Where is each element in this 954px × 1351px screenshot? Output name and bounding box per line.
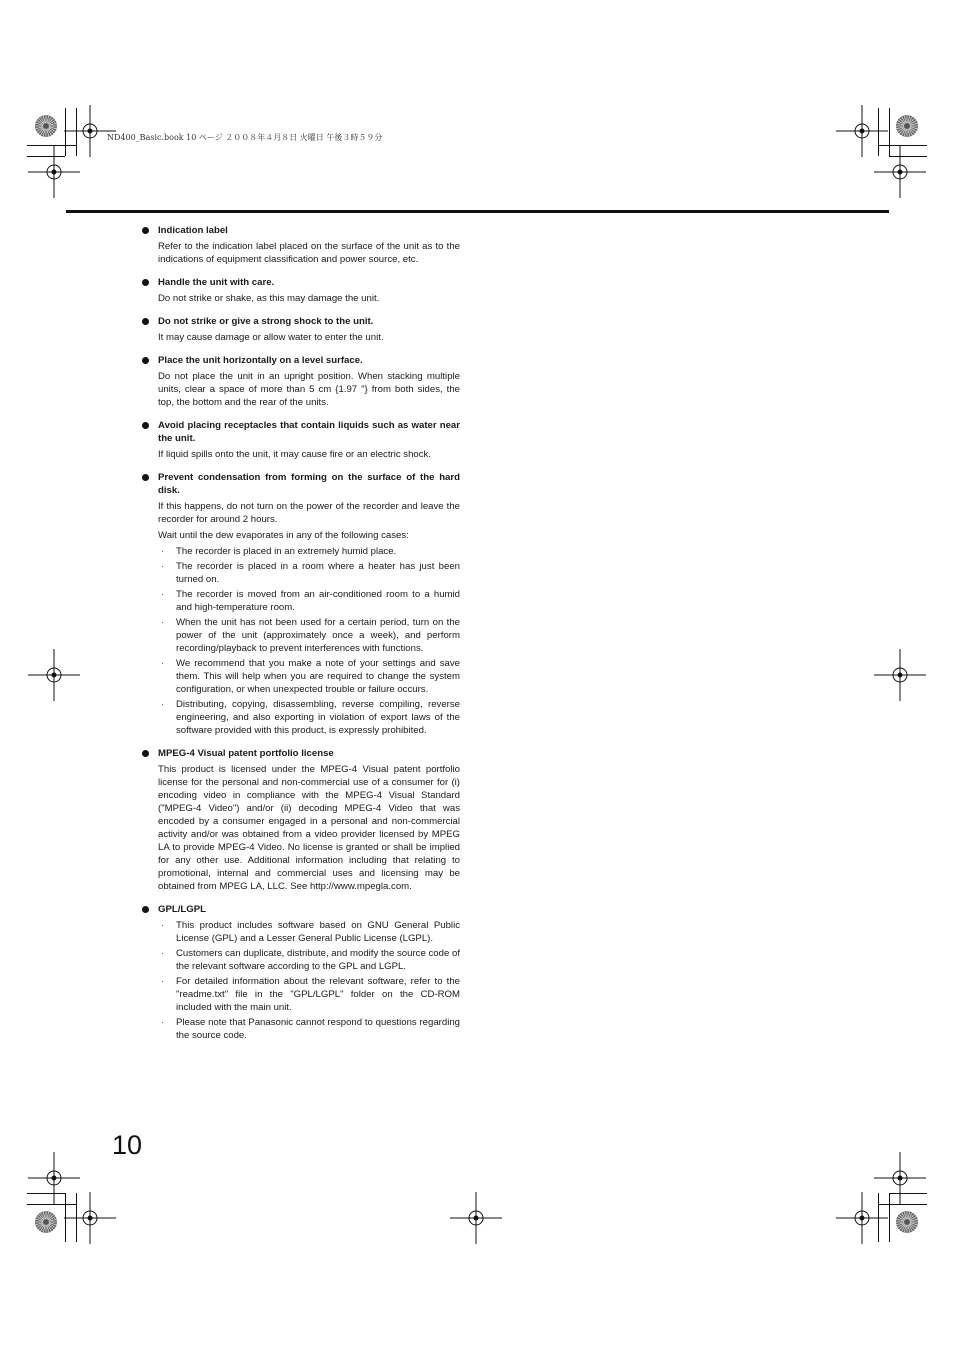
dot-icon: · (161, 561, 164, 571)
crop-mark-line (878, 1204, 927, 1205)
section-gpl-lgpl (142, 903, 460, 1042)
crop-mark-line (65, 1193, 66, 1242)
list-item (158, 560, 460, 586)
section-title: Avoid placing receptacles that contain liquids such as water near the unit. (158, 420, 460, 444)
crop-mark-line (889, 156, 927, 157)
section-text: It may cause damage or allow water to enter the unit. (158, 332, 384, 343)
bullet-icon (142, 357, 149, 364)
section-text: Do not place the unit in an upright position. When stacking multiple units, clear a space of more than 5 cm {1.97 "} from both sides, the top, the bottom and the rear of the units. (158, 371, 460, 408)
list-item-text: This product includes software based on GNU General Public License (GPL) and a Lesser General Public License (LGPL). (176, 920, 460, 944)
list-item-text: Customers can duplicate, distribute, and modify the source code of the relevant software according to the GPL and LGPL. (176, 948, 460, 972)
registration-crosshair-icon (64, 1192, 116, 1244)
condensation-cases-list (158, 545, 460, 737)
crop-mark-line (65, 108, 66, 156)
section-title: Do not strike or give a strong shock to the unit. (158, 316, 374, 327)
crop-mark-line (27, 1193, 65, 1194)
list-item (158, 616, 460, 655)
crop-mark-line (27, 1204, 76, 1205)
section-title: MPEG-4 Visual patent portfolio license (158, 748, 334, 759)
gpl-notes-list (158, 919, 460, 1042)
crop-mark-line (889, 1193, 890, 1242)
registration-crosshair-icon (836, 1192, 888, 1244)
registration-crosshair-icon (28, 146, 80, 198)
list-item-text: Please note that Panasonic cannot respond to questions regarding the source code. (176, 1017, 460, 1041)
registration-starburst-icon (34, 114, 58, 138)
section-level-surface (142, 354, 460, 409)
dot-icon: · (161, 617, 164, 627)
list-item (158, 947, 460, 973)
bullet-icon (142, 318, 149, 325)
registration-crosshair-icon (450, 1192, 502, 1244)
dot-icon: · (161, 948, 164, 958)
crop-mark-line (878, 1193, 879, 1242)
list-item-text: For detailed information about the relevant software, refer to the "readme.txt" file in the "GPL/LGPL" folder on the CD-ROM included with the main unit. (176, 976, 460, 1013)
section-title: Handle the unit with care. (158, 277, 275, 288)
section-text: Refer to the indication label placed on the surface of the unit as to the indications of equipment classification and power source, etc. (158, 241, 460, 265)
section-text: This product is licensed under the MPEG-4 Visual patent portfolio license for the personal and non-commercial use of a consumer for (i) encoding video in compliance with the MPEG-4 Visual Standard ("MPEG-4 Video") and/or (ii) decoding MPEG-4 Video that was encoded by a consumer engaged in a personal and non-commercial activity and/or was obtained from a video provider licensed by MPEG LA to provide MPEG-4 Video. No license is granted or shall be implied for any other use. Additional information including that relating to promotional, internal and commercial uses and licensing may be obtained from MPEG LA, LLC. See http://www.mpegla.com. (158, 764, 460, 892)
section-text: Do not strike or shake, as this may damage the unit. (158, 293, 380, 304)
dot-icon: · (161, 976, 164, 986)
bullet-icon (142, 279, 149, 286)
bullet-icon (142, 750, 149, 757)
crop-mark-line (27, 156, 65, 157)
crop-mark-line (878, 145, 927, 146)
list-item-text: The recorder is moved from an air-conditioned room to a humid and high-temperature room. (176, 589, 460, 613)
list-item (158, 545, 460, 558)
list-item (158, 975, 460, 1014)
crop-mark-line (27, 145, 76, 146)
dot-icon: · (161, 589, 164, 599)
registration-crosshair-icon (28, 649, 80, 701)
bullet-icon (142, 422, 149, 429)
bullet-icon (142, 906, 149, 913)
dot-icon: · (161, 920, 164, 930)
section-no-strong-shock (142, 315, 460, 344)
section-liquids (142, 419, 460, 461)
section-text: Wait until the dew evaporates in any of the following cases: (158, 530, 409, 541)
print-info-header: ND400_Basic.book 10 ページ ２００８年４月８日 火曜日 午後３時５９分 (107, 133, 383, 142)
dot-icon: · (161, 699, 164, 709)
registration-starburst-icon (895, 114, 919, 138)
section-title: GPL/LGPL (158, 904, 206, 915)
section-text: If this happens, do not turn on the power of the recorder and leave the recorder for around 2 hours. (158, 501, 460, 525)
registration-starburst-icon (34, 1210, 58, 1234)
notes-content (142, 224, 460, 1052)
list-item-text: When the unit has not been used for a certain period, turn on the power of the unit (approximately once a week), and perform recording/playback to prevent interferences with functions. (176, 617, 460, 654)
section-condensation (142, 471, 460, 737)
section-handle-with-care (142, 276, 460, 305)
header-rule (66, 210, 889, 213)
dot-icon: · (161, 546, 164, 556)
list-item (158, 1016, 460, 1042)
page-number: 10 (112, 1130, 143, 1160)
crop-mark-line (76, 1193, 77, 1242)
list-item-text: We recommend that you make a note of your settings and save them. This will help when you are required to change the system configuration, or when unexpected trouble or failure occurs. (176, 658, 460, 695)
registration-crosshair-icon (874, 146, 926, 198)
section-title: Indication label (158, 225, 228, 236)
crop-mark-line (889, 108, 890, 156)
bullet-icon (142, 227, 149, 234)
registration-starburst-icon (895, 1210, 919, 1234)
list-item-text: The recorder is placed in a room where a heater has just been turned on. (176, 561, 460, 585)
dot-icon: · (161, 1017, 164, 1027)
list-item (158, 919, 460, 945)
list-item (158, 698, 460, 737)
section-title: Prevent condensation from forming on the surface of the hard disk. (158, 472, 460, 496)
list-item-text: Distributing, copying, disassembling, reverse compiling, reverse engineering, and also exporting in violation of export laws of the software provided with this product, is expressly prohibited. (176, 699, 460, 736)
list-item-text: The recorder is placed in an extremely humid place. (176, 546, 397, 557)
crop-mark-line (889, 1193, 927, 1194)
registration-crosshair-icon (874, 649, 926, 701)
section-mpeg4-license (142, 747, 460, 893)
list-item (158, 588, 460, 614)
crop-mark-line (878, 108, 879, 156)
dot-icon: · (161, 658, 164, 668)
section-indication-label (142, 224, 460, 266)
list-item (158, 657, 460, 696)
bullet-icon (142, 474, 149, 481)
section-title: Place the unit horizontally on a level surface. (158, 355, 363, 366)
crop-mark-line (76, 108, 77, 156)
section-text: If liquid spills onto the unit, it may cause fire or an electric shock. (158, 449, 432, 460)
